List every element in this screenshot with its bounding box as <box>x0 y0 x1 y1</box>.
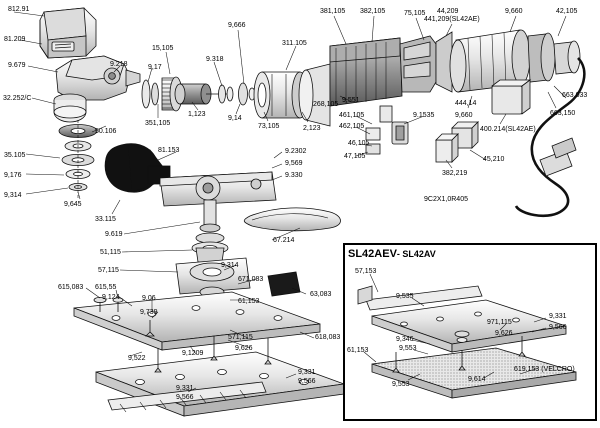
part-label-55: 9,124 <box>102 294 120 301</box>
inset-part-label-5: 9,626 <box>495 330 513 337</box>
part-label-23: 9,551 <box>342 97 360 104</box>
inset-part-label-2: 971,115 <box>487 319 512 326</box>
part-label-16: 42,105 <box>556 8 578 15</box>
part-label-13: 44,209 <box>437 8 459 15</box>
part-label-54: 615,55 <box>95 284 117 291</box>
part-label-68: 9,566 <box>298 378 316 385</box>
part-label-48: 51,115 <box>100 249 121 256</box>
part-label-14: 441,209(SL42AE) <box>424 16 480 23</box>
part-label-26: 462,105 <box>339 123 365 130</box>
part-label-9: 311.105 <box>282 40 307 47</box>
part-label-34: 73,105 <box>258 123 280 130</box>
part-label-59: 9,739 <box>140 309 158 316</box>
part-label-10: 381,105 <box>320 8 346 15</box>
part-label-22: 9.1535 <box>413 112 435 119</box>
part-label-49: 67.214 <box>273 237 295 244</box>
part-label-57: 61,153 <box>238 298 260 305</box>
part-label-58: 63,083 <box>310 291 332 298</box>
part-label-56: 9,06 <box>142 295 156 302</box>
part-label-51: 9,314 <box>221 262 239 269</box>
part-label-63: 9,522 <box>128 355 146 362</box>
part-label-8: 9,666 <box>228 22 246 29</box>
part-label-64: 9,1209 <box>182 350 204 357</box>
inset-part-label-0: 57,153 <box>355 268 377 275</box>
inset-part-label-3: 9,331 <box>549 313 567 320</box>
part-label-5: 9,17 <box>148 64 162 71</box>
part-label-67: 9,331 <box>298 369 316 376</box>
part-label-4: 9.218 <box>110 61 128 68</box>
inset-title: SL42AEV- SL42AV <box>348 248 436 260</box>
part-label-35: 2,123 <box>303 125 321 132</box>
part-label-18: 9,660 <box>455 112 473 119</box>
part-label-38: 35.105 <box>4 152 26 159</box>
part-label-39: 9,176 <box>4 172 22 179</box>
part-label-15: 9,660 <box>505 8 523 15</box>
part-label-45: 9,569 <box>285 160 303 167</box>
part-label-37: 50.106 <box>95 128 117 135</box>
inset-part-label-8: 61,153 <box>347 347 369 354</box>
inset-title-sub: - SL42AV <box>396 249 436 259</box>
part-label-42: 33.115 <box>95 216 116 223</box>
part-label-66: 9,566 <box>176 394 194 401</box>
part-label-53: 615,083 <box>58 284 84 291</box>
part-label-61: 9,626 <box>235 345 253 352</box>
part-label-40: 9,314 <box>4 192 22 199</box>
part-label-27: 46,105 <box>348 140 370 147</box>
part-label-31: 9C2X1,0R405 <box>424 196 468 203</box>
part-label-62: 618,083 <box>315 334 341 341</box>
inset-part-label-4: 9,566 <box>549 324 567 331</box>
part-label-1: 81.209 <box>4 36 26 43</box>
part-label-3: 32.252/C <box>3 95 32 102</box>
part-label-7: 9.318 <box>206 56 224 63</box>
part-label-65: 9,331 <box>176 385 194 392</box>
part-label-29: 382,219 <box>442 170 468 177</box>
inset-part-label-1: 9,535 <box>396 293 414 300</box>
part-label-21: 400.214(SL42AE) <box>480 126 536 133</box>
part-label-60: 571,115 <box>228 334 253 341</box>
part-label-17: 444,14 <box>455 100 477 107</box>
part-label-0: 812.91 <box>8 6 30 13</box>
inset-part-label-11: 619.153 (VELCRO) <box>514 366 575 373</box>
part-label-19: 663,150 <box>550 110 576 117</box>
part-label-6: 15,105 <box>152 45 174 52</box>
part-label-41: 9,645 <box>64 201 82 208</box>
part-label-30: 45,210 <box>483 156 505 163</box>
part-label-20: 663.033 <box>562 92 588 99</box>
part-label-24: 268,105 <box>313 101 339 108</box>
inset-part-label-10: 9,614 <box>468 376 486 383</box>
part-label-12: 75,105 <box>404 10 426 17</box>
part-label-50: 57,115 <box>98 267 119 274</box>
part-label-2: 9.679 <box>8 62 26 69</box>
part-label-28: 47,105 <box>344 153 366 160</box>
part-label-47: 9.619 <box>105 231 123 238</box>
part-label-36: 351,105 <box>145 120 171 127</box>
part-label-11: 382,105 <box>360 8 386 15</box>
part-label-43: 81.153 <box>158 147 180 154</box>
part-label-46: 9.330 <box>285 172 303 179</box>
part-label-25: 461,105 <box>339 112 365 119</box>
part-label-52: 671,083 <box>238 276 264 283</box>
inset-part-label-9: 9,553 <box>392 381 410 388</box>
part-label-33: 9,14 <box>228 115 242 122</box>
inset-part-label-6: 9,346 <box>396 336 414 343</box>
inset-part-label-7: 9,553 <box>399 345 417 352</box>
part-label-32: 1,123 <box>188 111 206 118</box>
part-label-44: 9.2302 <box>285 148 307 155</box>
